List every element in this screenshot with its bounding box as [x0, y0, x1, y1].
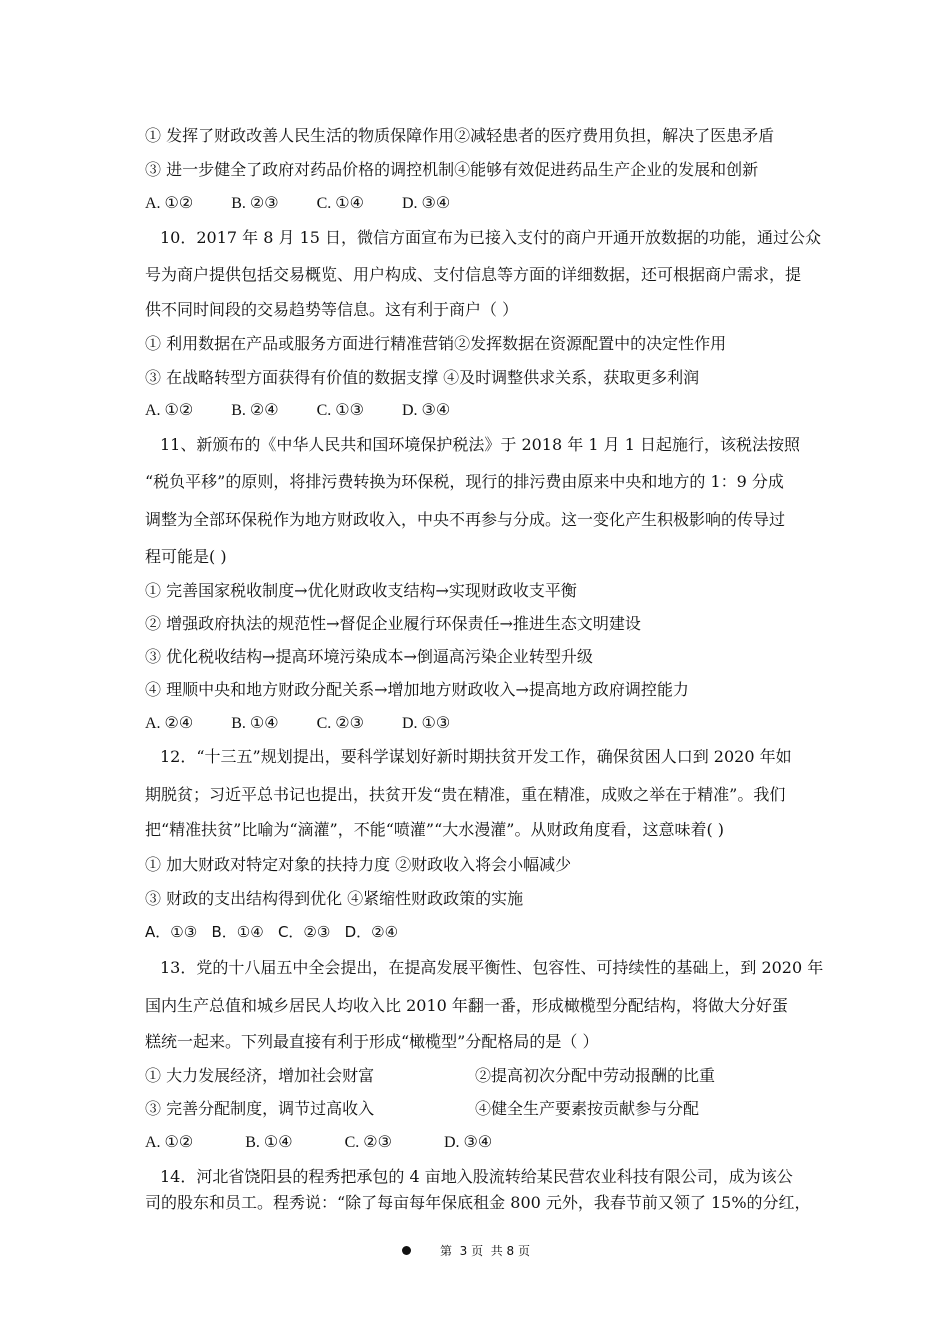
answer-c: C. ①④	[316, 195, 364, 212]
answer-d: D. ①③	[401, 715, 451, 732]
q12-stem-line-1: 12．“十三五”规划提出，要科学谋划好新时期扶贫开发工作，确保贫困人口到 2020 年如	[160, 747, 792, 766]
answer-c: C. ②③	[344, 1134, 392, 1151]
q12-answer-choices: A．①③ B．①④ C．②③ D．②④	[145, 923, 399, 941]
q14-stem-line-2: 司的股东和员工。程秀说：“除了每亩每年保底租金 800 元外，我春节前又领了 15%的分红，	[145, 1193, 811, 1212]
answer-a: A. ①②	[145, 402, 194, 419]
answer-a: A. ②④	[145, 715, 194, 732]
answer-d: D. ③④	[401, 402, 451, 419]
q13-option-4: ④健全生产要素按贡献参与分配	[475, 1099, 700, 1118]
q10-answer-choices	[145, 401, 817, 421]
answer-b: B. ②④	[231, 402, 279, 419]
q10-options-line-1: ① 利用数据在产品或服务方面进行精准营销②发挥数据在资源配置中的决定性作用	[145, 334, 727, 353]
q12-options-line-1: ① 加大财政对特定对象的扶持力度 ②财政收入将会小幅减少	[145, 855, 572, 874]
answer-c: C. ②③	[316, 715, 364, 732]
q13-options-row-2	[145, 1099, 817, 1119]
q10-stem-line-1: 10．2017 年 8 月 15 日，微信方面宣布为已接入支付的商户开通开放数据的功能，通过公众	[160, 228, 822, 247]
q13-stem-line-2: 国内生产总值和城乡居民人均收入比 2010 年翻一番，形成橄榄型分配结构，将做大分好蛋	[145, 996, 788, 1015]
q11-stem-line-3: 调整为全部环保税作为地方财政收入，中央不再参与分成。这一变化产生积极影响的传导过	[145, 510, 786, 529]
answer-b: B. ②③	[231, 195, 279, 212]
q9-answer-choices	[145, 194, 817, 214]
q12-stem-line-2: 期脱贫；习近平总书记也提出，扶贫开发“贵在精准，重在精准，成败之举在于精准”。我们	[145, 785, 786, 804]
q9-options-line-2: ③ 进一步健全了政府对药品价格的调控机制④能够有效促进药品生产企业的发展和创新	[145, 160, 759, 179]
answer-d: D. ③④	[443, 1134, 493, 1151]
q11-stem-line-1: 11、新颁布的《中华人民共和国环境保护税法》于 2018 年 1 月 1 日起施行，该税法按照	[160, 435, 800, 454]
q13-stem-line-3: 糕统一起来。下列最直接有利于形成“橄榄型”分配格局的是（ ）	[145, 1032, 599, 1051]
q11-stem-line-2: “税负平移”的原则，将排污费转换为环保税，现行的排污费由原来中央和地方的 1：9 分成	[145, 472, 784, 491]
answer-a: A. ①②	[145, 195, 194, 212]
answer-c: C. ①③	[316, 402, 364, 419]
answer-b: B. ①④	[231, 715, 279, 732]
q10-stem-line-3: 供不同时间段的交易趋势等信息。这有利于商户（ ）	[145, 300, 519, 319]
q11-stem-line-4: 程可能是( )	[145, 547, 227, 566]
q13-answer-choices	[145, 1133, 817, 1153]
q9-options-line-1: ① 发挥了财政改善人民生活的物质保障作用②减轻患者的医疗费用负担，解决了医患矛盾	[145, 126, 775, 145]
q11-option-3: ③ 优化税收结构→提高环境污染成本→倒逼高污染企业转型升级	[145, 647, 593, 666]
q10-stem-line-2: 号为商户提供包括交易概览、用户构成、支付信息等方面的详细数据，还可根据商户需求，提	[145, 265, 802, 284]
answer-b: B. ①④	[245, 1134, 293, 1151]
q14-stem-line-1: 14．河北省饶阳县的程秀把承包的 4 亩地入股流转给某民营农业科技有限公司，成为该公	[160, 1167, 793, 1186]
q12-stem-line-3: 把“精准扶贫”比喻为“滴灌”，不能“喷灌”“大水漫灌”。从财政角度看，这意味着( )	[145, 820, 725, 839]
q11-option-2: ② 增强政府执法的规范性→督促企业履行环保责任→推进生态文明建设	[145, 614, 641, 633]
q11-answer-choices	[145, 714, 817, 734]
q13-options-row-1	[145, 1066, 817, 1086]
q10-options-line-2: ③ 在战略转型方面获得有价值的数据支撑 ④及时调整供求关系，获取更多利润	[145, 368, 700, 387]
page-footer	[0, 1241, 950, 1261]
q13-option-1: ① 大力发展经济，增加社会财富	[145, 1066, 375, 1085]
q13-option-3: ③ 完善分配制度，调节过高收入	[145, 1099, 375, 1118]
answer-d: D. ③④	[401, 195, 451, 212]
q13-stem-line-1: 13．党的十八届五中全会提出，在提高发展平衡性、包容性、可持续性的基础上，到 2020 年	[160, 958, 824, 977]
answer-a: A. ①②	[145, 1134, 194, 1151]
q13-option-2: ②提高初次分配中劳动报酬的比重	[475, 1066, 716, 1085]
bullet-dot-icon	[402, 1246, 411, 1255]
q11-option-4: ④ 理顺中央和地方财政分配关系→增加地方财政收入→提高地方政府调控能力	[145, 680, 689, 699]
q12-options-line-2: ③ 财政的支出结构得到优化 ④紧缩性财政政策的实施	[145, 889, 524, 908]
q11-option-1: ① 完善国家税收制度→优化财政收支结构→实现财政收支平衡	[145, 581, 577, 600]
page-number: 第 3 页 共 8 页	[440, 1244, 530, 1258]
